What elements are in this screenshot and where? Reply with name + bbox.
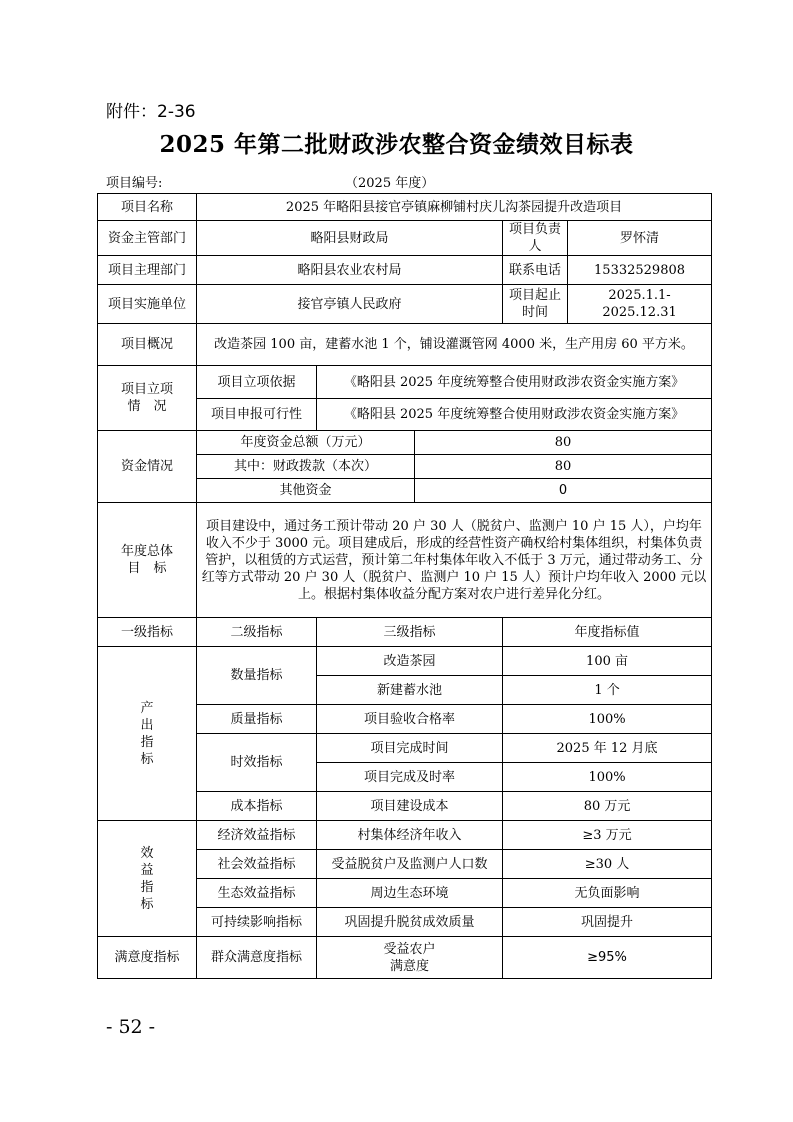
econ-value: ≥3 万元	[503, 821, 712, 850]
annual-goal-label-line1: 年度总体	[120, 544, 173, 559]
satisfaction-name	[317, 937, 503, 979]
output-label-char: 出	[140, 717, 154, 733]
table-row	[98, 285, 712, 324]
page-title: 2025 年第二批财政涉农整合资金绩效目标表	[159, 131, 634, 158]
period-value: 2025.1.1-2025.12.31	[568, 285, 712, 324]
funds-fiscal-value: 80	[415, 455, 712, 479]
q1-value: 100 亩	[503, 647, 712, 676]
time-indicator-label: 时效指标	[197, 734, 317, 792]
table-row	[98, 937, 712, 979]
overview-label: 项目概况	[98, 324, 197, 366]
quality-name: 项目验收合格率	[317, 705, 503, 734]
period-label: 项目起止时间	[503, 285, 568, 324]
table-row	[98, 618, 712, 647]
t1-value: 2025 年 12 月底	[503, 734, 712, 763]
t1-name: 项目完成时间	[317, 734, 503, 763]
table-row	[98, 194, 712, 221]
benefit-label-char: 益	[140, 862, 154, 878]
table-row	[98, 221, 712, 256]
dept-label: 资金主管部门	[98, 221, 197, 256]
benefit-label-char: 标	[140, 896, 154, 912]
satisfaction-value: ≥95%	[503, 937, 712, 979]
funds-total-label: 年度资金总额（万元）	[197, 431, 415, 455]
approval-label	[98, 366, 197, 431]
cost-indicator-label: 成本指标	[197, 792, 317, 821]
dept-value: 略阳县财政局	[197, 221, 503, 256]
leader-label: 项目负责人	[503, 221, 568, 256]
impl-unit-value: 接官亭镇人民政府	[197, 285, 503, 324]
eco-name: 周边生态环境	[317, 879, 503, 908]
approval-basis-label: 项目立项依据	[197, 366, 317, 399]
satisfaction-name-line1: 受益农户	[383, 941, 436, 957]
performance-target-table	[97, 193, 712, 979]
benefit-label-char: 指	[140, 879, 154, 895]
satisfaction-sub-label: 群众满意度指标	[197, 937, 317, 979]
output-label-char: 指	[140, 734, 154, 750]
sustain-name: 巩固提升脱贫成效质量	[317, 908, 503, 937]
impl-unit-label: 项目实施单位	[98, 285, 197, 324]
table-row	[98, 503, 712, 618]
approval-basis-value: 《略阳县 2025 年度统筹整合使用财政涉农资金实施方案》	[317, 366, 712, 399]
header-target-value: 年度指标值	[503, 618, 712, 647]
output-indicator-label	[98, 647, 197, 821]
quality-value: 100%	[503, 705, 712, 734]
phone-value: 15332529808	[568, 256, 712, 285]
quantity-indicator-label: 数量指标	[197, 647, 317, 705]
t2-name: 项目完成及时率	[317, 763, 503, 792]
econ-name: 村集体经济年收入	[317, 821, 503, 850]
econ-indicator-label: 经济效益指标	[197, 821, 317, 850]
approval-label-line2: 情 况	[127, 399, 167, 414]
funds-total-value: 80	[415, 431, 712, 455]
funds-fiscal-label: 其中：财政拨款（本次）	[197, 455, 415, 479]
cost-name: 项目建设成本	[317, 792, 503, 821]
project-name-value: 2025 年略阳县接官亭镇麻柳铺村庆儿沟茶园提升改造项目	[197, 194, 712, 221]
funds-label: 资金情况	[98, 431, 197, 503]
eco-indicator-label: 生态效益指标	[197, 879, 317, 908]
satisfaction-label: 满意度指标	[98, 937, 197, 979]
annual-goal-text: 项目建设中，通过务工预计带动 20 户 30 人（脱贫户、监测户 10 户 15 人），户均年收入不少于 3000 元。项目建成后，形成的经营性资产确权给村集体组织，村集体负责管护，以租赁的方式运营，预计第二年村集体年收入不低于 3 万元，通过带动务工、分红等方式带动 20 户 30 人（脱贫户、监测户 10 户 15 人）预计户均年收入 2000 元以上。根据村集体收益分配方案对农户进行差异化分红。	[197, 503, 712, 618]
quality-indicator-label: 质量指标	[197, 705, 317, 734]
table-row	[98, 431, 712, 455]
output-label-char: 标	[140, 751, 154, 767]
t2-value: 100%	[503, 763, 712, 792]
page-number: - 52 -	[106, 1016, 156, 1038]
q2-value: 1 个	[503, 676, 712, 705]
funds-other-label: 其他资金	[197, 479, 415, 503]
header-level3: 三级指标	[317, 618, 503, 647]
leader-value: 罗怀清	[568, 221, 712, 256]
overview-value: 改造茶园 100 亩，建蓄水池 1 个，铺设灌溉管网 4000 米，生产用房 60 平方米。	[197, 324, 712, 366]
table-row	[98, 647, 712, 676]
social-indicator-label: 社会效益指标	[197, 850, 317, 879]
table-row	[98, 324, 712, 366]
feasibility-label: 项目申报可行性	[197, 399, 317, 431]
social-value: ≥30 人	[503, 850, 712, 879]
attachment-label: 附件：2-36	[106, 102, 196, 122]
header-level2: 二级指标	[197, 618, 317, 647]
annual-goal-label-line2: 目 标	[127, 561, 167, 576]
annual-goal-label	[98, 503, 197, 618]
host-dept-label: 项目主理部门	[98, 256, 197, 285]
benefit-indicator-label	[98, 821, 197, 937]
year-label: （2025 年度）	[345, 176, 435, 191]
sustain-value: 巩固提升	[503, 908, 712, 937]
project-name-label: 项目名称	[98, 194, 197, 221]
feasibility-value: 《略阳县 2025 年度统筹整合使用财政涉农资金实施方案》	[317, 399, 712, 431]
eco-value: 无负面影响	[503, 879, 712, 908]
project-code-label: 项目编号:	[106, 176, 163, 191]
satisfaction-name-line2: 满意度	[389, 958, 429, 974]
social-name: 受益脱贫户及监测户人口数	[317, 850, 503, 879]
host-dept-value: 略阳县农业农村局	[197, 256, 503, 285]
output-label-char: 产	[140, 700, 154, 716]
q2-name: 新建蓄水池	[317, 676, 503, 705]
approval-label-line1: 项目立项	[120, 382, 173, 397]
table-row	[98, 366, 712, 399]
phone-label: 联系电话	[503, 256, 568, 285]
sustain-indicator-label: 可持续影响指标	[197, 908, 317, 937]
cost-value: 80 万元	[503, 792, 712, 821]
funds-other-value: 0	[415, 479, 712, 503]
q1-name: 改造茶园	[317, 647, 503, 676]
header-level1: 一级指标	[98, 618, 197, 647]
benefit-label-char: 效	[140, 845, 154, 861]
table-row	[98, 821, 712, 850]
table-row	[98, 256, 712, 285]
